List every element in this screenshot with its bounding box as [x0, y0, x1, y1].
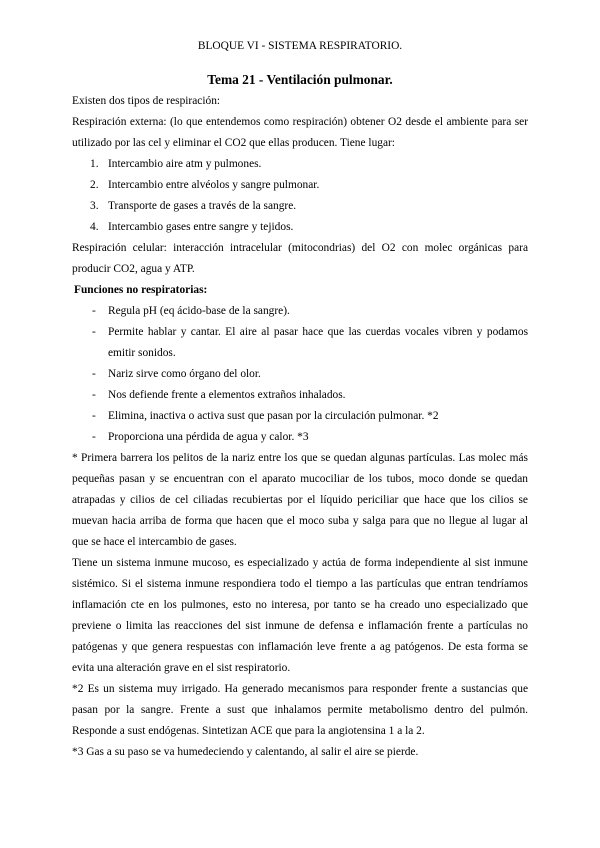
list-number: 1. — [90, 158, 99, 170]
cellular-respiration-paragraph: Respiración celular: interacción intracelular (mitocondrias) del O2 con molec orgánicas para producir CO2, agua y ATP. — [72, 242, 528, 275]
dash-marker: - — [92, 389, 96, 401]
list-item-text: Transporte de gases a través de la sangre. — [108, 200, 297, 212]
external-respiration-list — [72, 154, 528, 238]
dash-marker: - — [92, 326, 96, 338]
dash-marker: - — [92, 305, 96, 317]
note-2-paragraph: *2 Es un sistema muy irrigado. Ha generado mecanismos para responder frente a sustancias que pasan por la sangre. Frente a sust que inhalamos permite metabolismo dentro del pulmón. Responde a sust endógenas. Sintetizan ACE que para la angiotensina 1 a la 2. — [72, 683, 528, 737]
block-header: BLOQUE VI - SISTEMA RESPIRATORIO. — [197, 40, 403, 52]
non-respiratory-functions-heading: Funciones no respiratorias: — [74, 284, 208, 296]
external-respiration-paragraph: Respiración externa: (lo que entendemos como respiración) obtener O2 desde el ambiente para ser utilizado por las cel y eliminar el CO2 que ellas producen. Tiene lugar: — [72, 116, 528, 149]
list-item — [72, 217, 528, 238]
list-item-text: Intercambio entre alvéolos y sangre pulmonar. — [108, 179, 320, 191]
list-number: 4. — [90, 221, 99, 233]
dash-marker: - — [92, 368, 96, 380]
list-item — [72, 385, 528, 406]
list-item-text: Proporciona una pérdida de agua y calor. *3 — [108, 431, 309, 443]
dash-marker: - — [92, 410, 96, 422]
list-item-text: Intercambio gases entre sangre y tejidos. — [108, 221, 294, 233]
list-item — [72, 406, 528, 427]
list-item-text: Permite hablar y cantar. El aire al pasar hace que las cuerdas vocales vibren y podamos emitir sonidos. — [108, 326, 528, 359]
list-item — [72, 322, 528, 364]
dash-marker: - — [92, 431, 96, 443]
list-item — [72, 364, 528, 385]
topic-title: Tema 21 - Ventilación pulmonar. — [207, 72, 393, 87]
list-item-text: Elimina, inactiva o activa sust que pasan por la circulación pulmonar. *2 — [108, 410, 439, 422]
note-3-paragraph: *3 Gas a su paso se va humedeciendo y calentando, al salir el aire se pierde. — [72, 746, 419, 758]
list-item — [72, 301, 528, 322]
list-item — [72, 196, 528, 217]
list-item-text: Nariz sirve como órgano del olor. — [108, 368, 261, 380]
immune-system-paragraph: Tiene un sistema inmune mucoso, es especializado y actúa de forma independiente al sist inmune sistémico. Si el sistema inmune respondiera todo el tiempo a las partículas que entran tendríamos inflamación cte en los pulmones, esto no interesa, por tanto se ha creado uno especializado que previene o limita las reacciones del sist inmune de defensa e inflamación frente a partículas no patógenas y que genera respuestas con inflamación leve frente a ag patógenos. De esta forma se evita una alteración grave en el sist respiratorio. — [72, 557, 528, 674]
intro-paragraph: Existen dos tipos de respiración: — [72, 95, 221, 107]
non-respiratory-functions-list — [72, 301, 528, 448]
list-item — [72, 427, 528, 448]
note-1-paragraph: * Primera barrera los pelitos de la nariz entre los que se quedan algunas partículas. Las molec más pequeñas pasan y se encuentran con el aparato mucociliar de los tubos, moco donde se quedan atrapadas y cilios de cel ciliadas recubiertas por el líquido periciliar que hace que los cilios se muevan hacia arriba de forma que hacen que el moco suba y salga para que no llegue al lugar al que se hace el intercambio de gases. — [72, 452, 528, 548]
list-item-text: Nos defiende frente a elementos extraños inhalados. — [108, 389, 346, 401]
list-item-text: Regula pH (eq ácido-base de la sangre). — [108, 305, 290, 317]
list-number: 2. — [90, 179, 99, 191]
list-item-text: Intercambio aire atm y pulmones. — [108, 158, 262, 170]
list-number: 3. — [90, 200, 99, 212]
list-item — [72, 175, 528, 196]
list-item — [72, 154, 528, 175]
